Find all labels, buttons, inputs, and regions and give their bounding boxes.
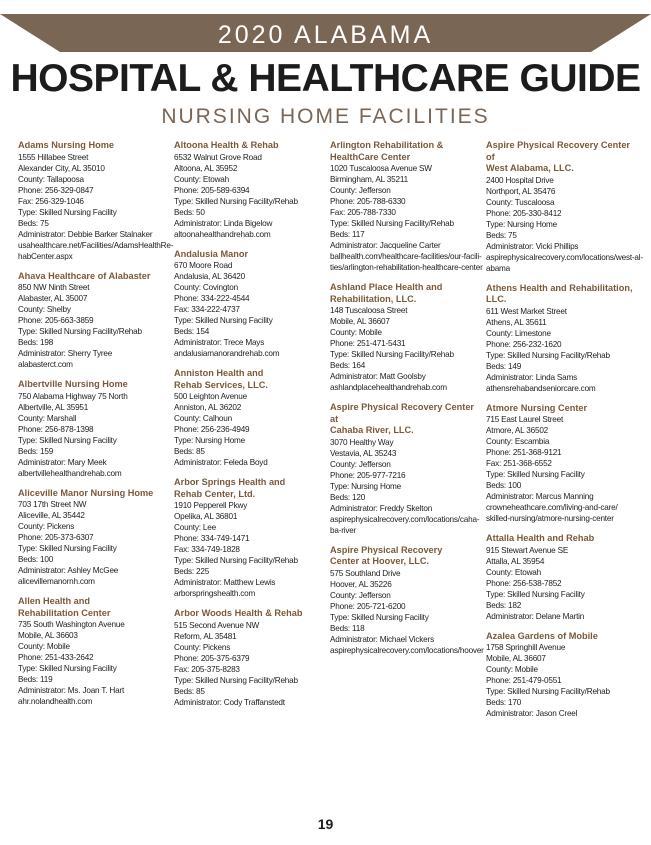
facility-detail: Administrator: Freddy Skelton <box>330 503 433 513</box>
facility-detail: Phone: 334-222-4544 <box>174 294 250 303</box>
facility-name: Atmore Nursing Center <box>486 402 588 413</box>
facility-entry <box>174 249 326 360</box>
facility-detail: ballhealth.com/healthcare-facilities/our-facili- <box>330 252 482 261</box>
facility-entry <box>174 368 326 468</box>
facility-detail: Beds: 154 <box>174 327 210 336</box>
facility-detail: Mobile, AL 36603 <box>18 631 78 640</box>
facility-detail: Type: Skilled Nursing Facility <box>18 435 117 445</box>
facility-name: Azalea Gardens of Mobile <box>486 630 598 641</box>
facility-detail: County: Mobile <box>18 642 70 651</box>
facility-detail: Aliceville, AL 35442 <box>18 511 85 520</box>
facility-detail: Opelika, AL 36801 <box>174 512 238 521</box>
facility-name: Aspire Physical Recovery Center at <box>330 402 475 424</box>
facility-detail: 3070 Healthy Way <box>330 437 394 447</box>
facility-detail: County: Lee <box>174 523 216 532</box>
facility-detail: County: Mobile <box>486 665 538 674</box>
facility-name: Albertville Nursing Home <box>18 379 128 389</box>
facility-detail: Type: Skilled Nursing Facility/Rehab <box>330 350 454 359</box>
facility-detail: County: Jefferson <box>330 186 391 195</box>
facility-detail: 148 Tuscaloosa Street <box>330 306 408 315</box>
facility-entry <box>18 488 170 588</box>
facility-name: Aliceville Manor Nursing Home <box>18 487 154 498</box>
facility-detail: County: Tuscaloosa <box>486 197 555 207</box>
facility-detail: Alexander City, AL 35010 <box>18 163 105 173</box>
facility-detail: 500 Leighton Avenue <box>174 392 247 401</box>
facility-detail: Phone: 256-329-0847 <box>18 185 94 195</box>
facility-detail: Administrator: Jacqueline Carter <box>330 241 441 250</box>
facility-entry <box>486 403 638 525</box>
listing-column <box>18 140 174 800</box>
listing-column <box>174 140 330 800</box>
facility-entry <box>486 140 643 274</box>
facility-detail: 735 South Washington Avenue <box>18 620 125 629</box>
facility-detail: 915 Stewart Avenue SE <box>486 545 569 555</box>
facility-detail: Type: Skilled Nursing Facility <box>486 589 585 599</box>
facility-detail: Fax: 256-329-1046 <box>18 196 84 206</box>
facility-detail: County: Jefferson <box>330 590 391 600</box>
facility-detail: Beds: 164 <box>330 361 366 370</box>
facility-entry <box>18 596 170 707</box>
facility-detail: Phone: 205-375-6379 <box>174 653 250 663</box>
facility-detail: skilled-nursing/atmore-nursing-center <box>486 514 614 523</box>
facility-entry <box>486 283 638 394</box>
facility-detail: Beds: 198 <box>18 338 54 347</box>
facility-detail: Beds: 85 <box>174 447 205 456</box>
facility-detail: Beds: 118 <box>330 623 365 633</box>
facility-detail: Type: Nursing Home <box>174 436 246 445</box>
facility-detail: County: Escambia <box>486 437 550 446</box>
facility-detail: aspirephysicalrecovery.com/locations/west-al- <box>486 252 643 262</box>
facility-detail: 670 Moore Road <box>174 261 233 270</box>
facility-detail: Albertville, AL 35951 <box>18 402 89 412</box>
facility-detail: Beds: 120 <box>330 492 366 502</box>
facility-name: Andalusia Manor <box>174 248 249 259</box>
facility-detail: Phone: 251-368-9121 <box>486 448 562 457</box>
facility-detail: Type: Skilled Nursing Facility <box>174 316 273 325</box>
facility-detail: Beds: 75 <box>18 218 49 228</box>
facility-detail: Phone: 205-721-6200 <box>330 601 406 611</box>
facility-detail: Type: Skilled Nursing Facility/Rehab <box>174 675 298 685</box>
facility-detail: 1020 Tuscaloosa Avenue SW <box>330 164 432 173</box>
facility-detail: Beds: 149 <box>486 361 522 371</box>
facility-detail: Beds: 100 <box>18 555 54 564</box>
facility-detail: Phone: 205-589-6394 <box>174 185 250 195</box>
facility-detail: Type: Skilled Nursing Facility <box>330 612 429 622</box>
facility-detail: 2400 Hospital Drive <box>486 175 554 185</box>
facility-detail: Type: Skilled Nursing Facility <box>18 664 117 673</box>
facility-detail: County: Mobile <box>330 328 382 337</box>
facility-detail: County: Tallapoosa <box>18 174 84 184</box>
facility-detail: County: Covington <box>174 283 238 292</box>
facility-detail: 6532 Walnut Grove Road <box>174 152 262 162</box>
facility-detail: Administrator: Mary Meek <box>18 457 107 467</box>
facility-detail: Beds: 119 <box>18 675 53 684</box>
facility-detail: Administrator: Marcus Manning <box>486 492 594 501</box>
facility-detail: ashlandplacehealthandrehab.com <box>330 383 447 392</box>
facility-detail: alabasterct.com <box>18 360 73 369</box>
page-title: HOSPITAL & HEALTHCARE GUIDE <box>10 57 641 100</box>
facility-detail: Beds: 75 <box>486 230 517 240</box>
facility-detail: Administrator: Debbie Barker Stalnaker <box>18 229 153 239</box>
facility-name: LLC. <box>486 294 507 304</box>
facility-name: Ashland Place Health and <box>330 282 443 292</box>
facility-entry <box>486 533 638 622</box>
facility-detail: County: Calhoun <box>174 414 232 423</box>
facility-entry <box>330 140 482 273</box>
facility-name: Rehab Center, Ltd. <box>174 488 256 499</box>
facility-detail: Phone: 205-330-8412 <box>486 208 562 218</box>
banner-title: 2020 ALABAMA <box>217 21 434 49</box>
facility-detail: Administrator: Jason Creel <box>486 709 578 718</box>
facility-detail: 715 East Laurel Street <box>486 415 564 424</box>
facility-detail: Vestavia, AL 35243 <box>330 448 397 458</box>
facility-detail: Reform, AL 35481 <box>174 631 237 641</box>
facility-detail: Type: Skilled Nursing Facility <box>18 207 117 217</box>
facility-detail: Phone: 205-663-3859 <box>18 316 94 325</box>
listing-column <box>330 140 486 800</box>
facility-detail: Phone: 256-878-1398 <box>18 424 94 434</box>
facility-detail: County: Shelby <box>18 305 71 314</box>
facility-name: Cahaba River, LLC. <box>330 425 414 435</box>
facility-detail: Administrator: Cody Traffanstedt <box>174 697 285 707</box>
facility-detail: Administrator: Trece Mays <box>174 338 265 347</box>
facility-detail: 750 Alabama Highway 75 North <box>18 391 128 401</box>
facility-detail: Atmore, AL 36502 <box>486 426 549 435</box>
facility-detail: Type: Skilled Nursing Facility/Rehab <box>486 350 610 360</box>
facility-detail: Alabaster, AL 35007 <box>18 294 88 303</box>
facility-detail: Type: Skilled Nursing Facility/Rehab <box>174 556 298 565</box>
facility-entry <box>18 140 174 262</box>
facility-detail: County: Marshall <box>18 413 77 423</box>
facility-detail: Altoona, AL 35952 <box>174 163 238 173</box>
facility-name: Arbor Woods Health & Rehab <box>174 608 303 618</box>
facility-detail: Type: Nursing Home <box>330 481 402 491</box>
facility-detail: Fax: 205-375-8283 <box>174 664 240 674</box>
facility-detail: Birmingham, AL 35211 <box>330 175 408 184</box>
facility-name: Anniston Health and <box>174 368 264 378</box>
facility-detail: athensrehabandseniorcare.com <box>486 383 596 393</box>
facility-entry <box>330 282 482 393</box>
facility-detail: Attalla, AL 35954 <box>486 556 545 566</box>
facility-detail: Administrator: Matt Goolsby <box>330 372 426 381</box>
facility-detail: Administrator: Vicki Phillips <box>486 241 579 251</box>
facility-name: Rehab Services, LLC. <box>174 379 268 390</box>
facility-name: Aspire Physical Recovery Center of <box>486 140 631 162</box>
facility-detail: Type: Skilled Nursing Facility/Rehab <box>18 327 142 336</box>
facility-detail: Beds: 159 <box>18 446 54 456</box>
facility-name: Ahava Healthcare of Alabaster <box>18 270 151 281</box>
facility-detail: 850 NW Ninth Street <box>18 283 90 292</box>
facility-detail: Administrator: Matthew Lewis <box>174 578 276 587</box>
facility-detail: Fax: 205-788-7330 <box>330 208 396 217</box>
facility-detail: Beds: 225 <box>174 567 210 576</box>
facility-detail: 611 West Market Street <box>486 306 567 316</box>
listing-columns <box>18 140 643 800</box>
facility-detail: 1555 Hillabee Street <box>18 152 89 162</box>
facility-detail: andalusiamanorandrehab.com <box>174 349 280 358</box>
facility-detail: Anniston, AL 36202 <box>174 403 242 412</box>
facility-name: Altoona Health & Rehab <box>174 140 279 150</box>
facility-detail: Hoover, AL 35226 <box>330 579 392 589</box>
facility-entry <box>174 608 326 708</box>
facility-detail: ba-river <box>330 525 357 535</box>
facility-detail: Type: Nursing Home <box>486 219 558 229</box>
facility-detail: Athens, AL 35611 <box>486 317 547 327</box>
facility-detail: ahr.nolandhealth.com <box>18 697 93 706</box>
facility-detail: Phone: 205-373-6307 <box>18 533 94 542</box>
facility-name: HealthCare Center <box>330 151 411 162</box>
facility-detail: Type: Skilled Nursing Facility/Rehab <box>486 687 610 696</box>
facility-detail: Type: Skilled Nursing Facility <box>18 544 117 553</box>
facility-detail: Beds: 182 <box>486 600 522 610</box>
facility-detail: Phone: 256-232-1620 <box>486 339 562 349</box>
facility-detail: Phone: 251-479-0551 <box>486 676 562 685</box>
facility-entry <box>486 631 638 720</box>
facility-detail: Phone: 251-433-2642 <box>18 653 94 662</box>
facility-name: Aspire Physical Recovery <box>330 544 443 555</box>
page-number: 19 <box>317 816 334 832</box>
facility-detail: altoonahealthandrehab.com <box>174 229 271 239</box>
section-title: NURSING HOME FACILITIES <box>161 105 490 128</box>
facility-detail: habCenter.aspx <box>18 251 73 261</box>
facility-detail: Beds: 117 <box>330 230 365 239</box>
facility-detail: Administrator: Feleda Boyd <box>174 458 268 467</box>
facility-detail: County: Etowah <box>174 174 230 184</box>
facility-detail: Administrator: Sherry Tyree <box>18 349 113 358</box>
facility-detail: Andalusia, AL 36420 <box>174 272 246 281</box>
listing-column <box>486 140 642 800</box>
facility-detail: 703 17th Street NW <box>18 500 87 509</box>
facility-detail: Administrator: Michael Vickers <box>330 634 434 644</box>
facility-entry <box>174 140 326 240</box>
facility-detail: County: Pickens <box>174 642 231 652</box>
facility-name: Center at Hoover, LLC. <box>330 556 430 566</box>
facility-detail: Type: Skilled Nursing Facility/Rehab <box>174 196 298 206</box>
facility-detail: Administrator: Ms. Joan T. Hart <box>18 686 125 695</box>
facility-detail: abama <box>486 263 511 273</box>
facility-detail: County: Limestone <box>486 328 551 338</box>
facility-name: Allen Health and <box>18 596 90 606</box>
facility-detail: Beds: 170 <box>486 698 522 707</box>
facility-detail: Administrator: Delane Martin <box>486 611 585 621</box>
facility-detail: Phone: 256-236-4949 <box>174 425 250 434</box>
facility-name: Attalla Health and Rehab <box>486 533 595 543</box>
facility-detail: Mobile, AL 36607 <box>330 317 390 326</box>
facility-detail: usahealthcare.net/Facilities/AdamsHealthRe- <box>18 240 174 250</box>
facility-name: Adams Nursing Home <box>18 140 114 150</box>
facility-detail: Phone: 205-788-6330 <box>330 197 406 206</box>
facility-detail: Type: Skilled Nursing Facility/Rehab <box>330 219 454 228</box>
facility-name: West Alabama, LLC. <box>486 163 574 173</box>
facility-detail: County: Etowah <box>486 567 542 577</box>
facility-detail: Phone: 256-538-7852 <box>486 578 562 588</box>
facility-detail: Type: Skilled Nursing Facility <box>486 470 585 479</box>
facility-detail: 515 Second Avenue NW <box>174 620 260 630</box>
facility-detail: Mobile, AL 36607 <box>486 654 546 663</box>
facility-detail: albertvillehealthandrehab.com <box>18 468 122 478</box>
facility-name: Arlington Rehabilitation & <box>330 140 444 150</box>
facility-detail: crowneheathcare.com/living-and-care/ <box>486 503 618 512</box>
facility-entry <box>18 271 170 371</box>
facility-detail: alicevillemanornh.com <box>18 577 95 586</box>
facility-entry <box>18 379 170 479</box>
facility-detail: ties/arlington-rehabilitation-healthcare-center <box>330 263 483 272</box>
facility-detail: Beds: 50 <box>174 207 205 217</box>
facility-detail: 1758 Springhill Avenue <box>486 643 566 652</box>
facility-detail: Phone: 334-749-1471 <box>174 534 250 543</box>
facility-detail: Administrator: Ashley McGee <box>18 566 119 575</box>
facility-detail: 1910 Pepperell Pkwy <box>174 501 248 510</box>
facility-detail: Phone: 251-471-5431 <box>330 339 406 348</box>
facility-detail: County: Jefferson <box>330 459 391 469</box>
facility-detail: Administrator: Linda Sams <box>486 372 578 382</box>
facility-entry <box>330 545 482 656</box>
facility-name: Rehabilitation, LLC. <box>330 293 417 304</box>
facility-detail: arborspringshealth.com <box>174 589 256 598</box>
facility-detail: Administrator: Linda Bigelow <box>174 218 273 228</box>
facility-detail: aspirephysicalrecovery.com/locations/caha- <box>330 514 480 524</box>
facility-detail: Beds: 100 <box>486 481 522 490</box>
facility-name: Rehabilitation Center <box>18 607 111 618</box>
facility-detail: Fax: 334-749-1828 <box>174 545 240 554</box>
facility-detail: Fax: 334-222-4737 <box>174 305 240 314</box>
facility-name: Athens Health and Rehabilitation, <box>486 282 633 293</box>
facility-name: Arbor Springs Health and <box>174 477 286 487</box>
facility-detail: Beds: 85 <box>174 686 205 696</box>
facility-detail: Fax: 251-368-6552 <box>486 459 552 468</box>
facility-detail: aspirephysicalrecovery.com/locations/hoover <box>330 645 484 655</box>
facility-entry <box>174 477 326 599</box>
facility-detail: Northport, AL 35476 <box>486 186 556 196</box>
facility-detail: Phone: 205-977-7216 <box>330 470 406 480</box>
header-banner <box>0 0 651 52</box>
facility-detail: 575 Southland Drive <box>330 568 401 578</box>
facility-entry <box>330 402 482 536</box>
facility-detail: County: Pickens <box>18 522 75 531</box>
